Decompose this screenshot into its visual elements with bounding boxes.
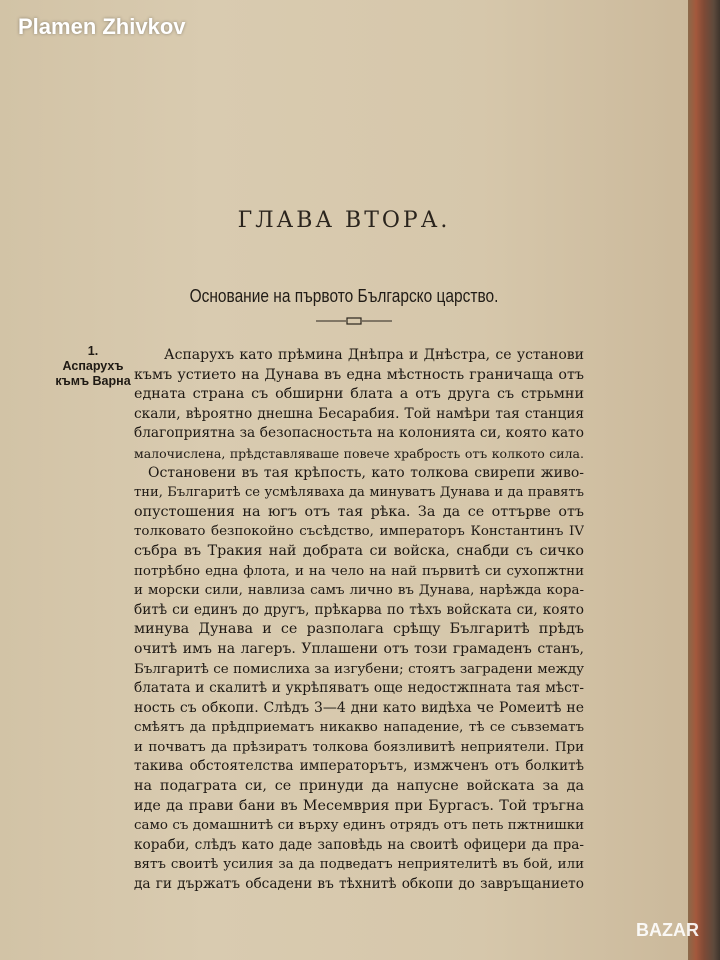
photographer-watermark: Plamen Zhivkov [18,14,186,39]
text-line: Остановени въ тая крѣпость, като толкова свирепи живо- [148,464,584,481]
text-line: иде да прави бани въ Месемврия при Бургасъ. Той тръгна [134,797,584,814]
text-line: да ги държатъ обсадени въ тѣхнитѣ обкопи до завръщанието [134,876,584,893]
text-line: само съ домашнитѣ си върху единъ отрядъ отъ петь пжтнишки [134,818,584,834]
text-line: смѣятъ да прѣдприематъ никакво нападение, тѣ се съвзематъ [134,720,584,736]
book-page-edge [688,0,720,960]
text-line: едната страна съ обширни блата а отъ друга съ стрьмни [134,386,584,403]
text-line: очитѣ имъ на лагеръ. Уплашени отъ този грамаденъ станъ, [134,640,584,657]
text-line: толковато безпокойно съсѣдство, императоръ Константинъ IV [134,524,584,540]
text-line: къмъ устието на Дунава въ една мѣстность граничаща отъ [134,366,584,383]
text-line: Аспарухъ като прѣмина Днѣпра и Днѣстра, се установи [164,347,584,363]
text-line: минува Дунава и се разполага срѣщу Българитѣ прѣдъ [134,621,584,638]
text-line: Българитѣ се помислиха за изгубени; стоятъ заградени между [134,661,584,677]
text-line: ность съ обкопи. Слѣдъ 3—4 дни като видѣха че Ромеитѣ не [134,699,584,716]
text-line: тни, Българитѣ се усмѣляваха да минуватъ Дунава и да правятъ [134,485,584,501]
text-line: кораби, слѣдъ като даде заповѣдь на своитѣ офицери да пра- [134,836,584,853]
text-line: на подаграта си, се принуди да напусне войската за да [134,778,584,795]
margin-note [52,344,134,389]
text-line: малочислена, прѣдставляваше повече храбрость отъ колкото сила. [134,445,584,461]
text-line: скали, вѣроятно днешна Бесарабия. Той намѣри тая станция [134,405,584,422]
text-line: битѣ си единъ до другъ, прѣкарва по тѣхъ войската си, която [134,601,584,618]
text-line: такива обстоятелства императорътъ, измжченъ отъ болкитѣ [134,758,584,775]
body-text [134,346,584,895]
text-line: блатата и скалитѣ и укрѣпяватъ още недостжпната тая мѣст- [134,680,584,697]
section-subtitle: Основание на първото Българско царство. [189,286,499,306]
chapter-title: ГЛАВА ВТОРА. [237,208,451,233]
ornament-divider-icon [316,316,392,326]
text-line: и почватъ да прѣзиратъ толкова боязливитѣ неприятели. При [134,739,584,755]
text-line: събра въ Тракия най добрата си войска, снабди съ сичко [134,542,584,559]
text-line: благоприятна за безопасностьта на колонията си, която като [134,425,584,442]
text-line: опустошения на югъ отъ тая рѣка. За да се оттърве отъ [134,503,584,520]
margin-note-line: къмъ Варна [55,374,131,388]
bazar-logo: BAZAR [636,920,699,940]
text-line: и морски сили, навлиза самъ лично въ Дунава, нарѣжда кора- [134,583,584,599]
margin-note-number: 1. [87,344,99,358]
text-line: потрѣбно една флота, и на чело на най първитѣ си сухопжтни [134,563,584,579]
text-line: вятъ своитѣ усилия за да подведатъ неприятелитѣ въ бой, или [134,857,584,873]
margin-note-line: Аспарухъ [62,359,124,373]
